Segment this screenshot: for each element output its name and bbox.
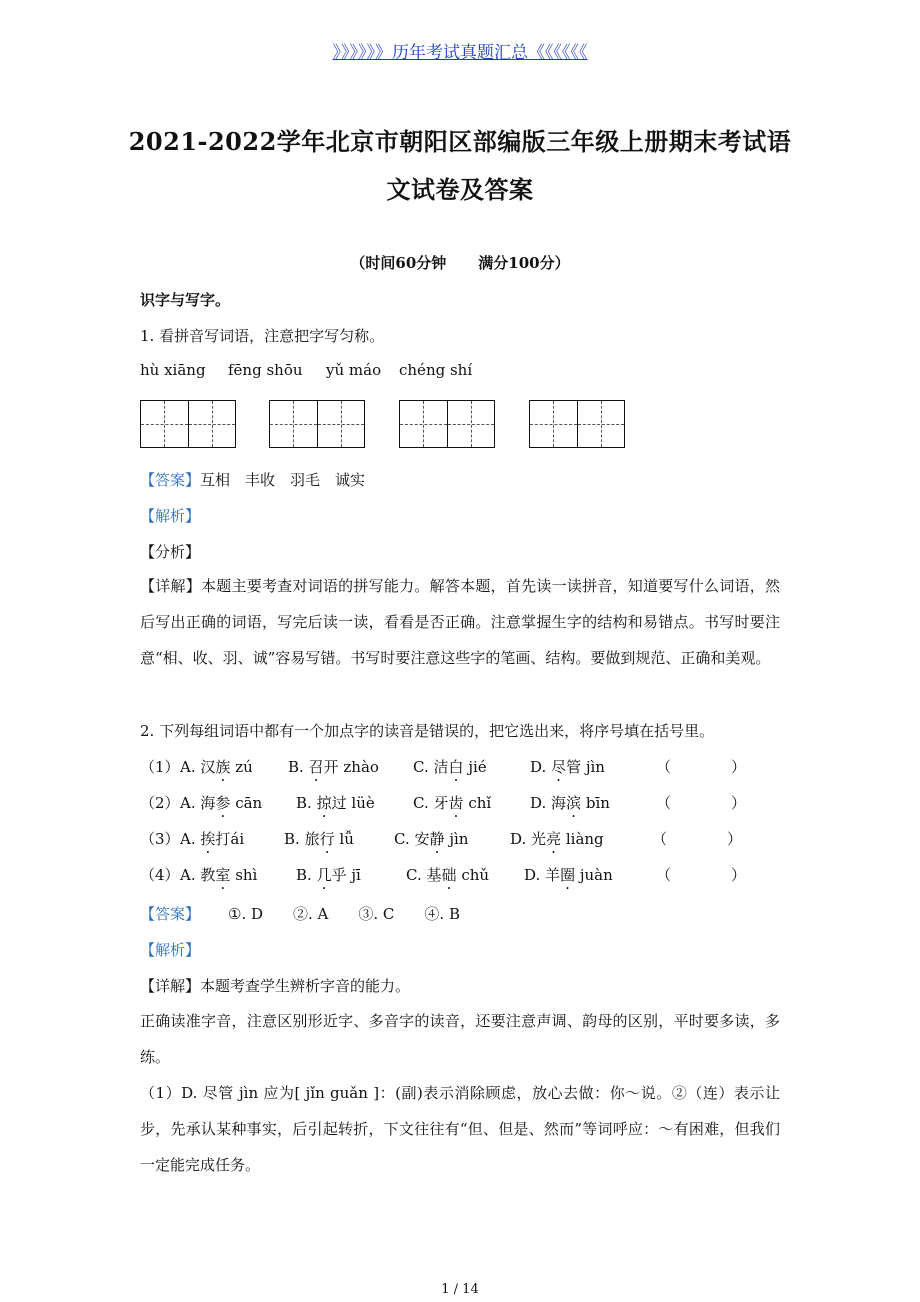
header-link[interactable]: 》》》》》》历年考试真题汇总《《《《《《 — [332, 43, 588, 63]
q1-pinyin-3: yǔ máo — [326, 361, 382, 379]
option-b: B. 几乎 jī — [296, 866, 361, 884]
row-number: （3） — [140, 830, 180, 848]
q2-row-2 — [140, 792, 747, 813]
option-c: C. 牙齿 chǐ — [413, 794, 492, 812]
q1-pinyin-4: chéng shí — [399, 361, 473, 379]
option-a: A. 汉族 zú — [180, 758, 253, 776]
writing-grid-3[interactable] — [399, 400, 495, 448]
q2-row-4 — [140, 864, 747, 885]
option-d: D. 光亮 liàng — [510, 830, 604, 848]
q2-row-1 — [140, 756, 747, 777]
q1-pinyin-2: fēng shōu — [228, 361, 303, 379]
row-number: （2） — [140, 794, 180, 812]
option-d: D. 羊圈 juàn — [524, 866, 613, 884]
answer-text: ①. D ②. A ③. C ④. B — [228, 905, 460, 923]
q2-analysis-tag: 【解析】 — [140, 941, 201, 959]
document-title-line2: 文试卷及答案 — [386, 175, 534, 204]
detail-tag: 【详解】 — [140, 577, 201, 595]
option-c: C. 洁白 jié — [413, 758, 487, 776]
detail-tag: 【详解】 — [140, 977, 201, 995]
q2-answer — [140, 903, 460, 924]
q2-prompt: 2. 下列每组词语中都有一个加点字的读音是错误的，把它选出来，将序号填在括号里。 — [140, 722, 715, 740]
row-number: （1） — [140, 758, 180, 776]
section-heading: 识字与写字。 — [140, 291, 231, 309]
exam-meta — [0, 252, 920, 273]
exam-score: 满分100分） — [478, 254, 570, 272]
option-b: B. 召开 zhào — [288, 758, 379, 776]
writing-grid-2[interactable] — [269, 400, 365, 448]
page-number: 1 / 14 — [441, 1282, 479, 1297]
option-b: B. 旅行 lǚ — [284, 830, 354, 848]
detail-text: 本题主要考查对词语的拼写能力。解答本题，首先读一读拼音，知道要写什么词语，然后写出正确的词语，写完后读一读，看看是否正确。注意掌握生字的结构和易错点。书写时要注意“相、收、羽、诚”容易写错。书写时要注意这些字的笔画、结构。要做到规范、正确和美观。 — [140, 577, 780, 667]
option-c: C. 安静 jìn — [394, 830, 469, 848]
answer-bracket[interactable]: （ ） — [656, 794, 747, 812]
answer-bracket[interactable]: （ ） — [652, 830, 743, 848]
q1-detail — [140, 568, 780, 676]
q2-detail-2: 正确读准字音，注意区别形近字、多音字的读音，还要注意声调、韵母的区别，平时要多读，多练。 — [140, 1012, 780, 1066]
answer-tag: 【答案】 — [140, 471, 201, 489]
exam-time: （时间60分钟 — [350, 254, 447, 272]
q1-answer — [140, 469, 365, 490]
option-a: A. 挨打ái — [180, 830, 245, 848]
writing-grid-4[interactable] — [529, 400, 625, 448]
answer-tag: 【答案】 — [140, 905, 201, 923]
answer-bracket[interactable]: （ ） — [656, 866, 747, 884]
q1-fenxi-tag: 【分析】 — [140, 543, 201, 561]
option-c: C. 基础 chǔ — [406, 866, 490, 884]
q2-detail-3: （1）D. 尽管 jìn 应为[ jǐn guǎn ]：(副)表示消除顾虑，放心去做：你～说。②（连）表示让步，先承认某种事实，后引起转折，下文往往有“但、但是、然而”等词呼应：～有困难，但我们一定能完成任务。 — [140, 1084, 780, 1174]
answer-bracket[interactable]: （ ） — [656, 758, 747, 776]
q2-row-3 — [140, 828, 743, 849]
row-number: （4） — [140, 866, 180, 884]
q2-detail-1 — [140, 975, 410, 996]
option-a: A. 教室 shì — [180, 866, 258, 884]
detail-text: 本题考查学生辨析字音的能力。 — [200, 977, 411, 995]
q1-analysis-tag: 【解析】 — [140, 507, 201, 525]
option-a: A. 海参 cān — [180, 794, 263, 812]
document-title-line1: 2021-2022学年北京市朝阳区部编版三年级上册期末考试语 — [128, 127, 792, 156]
q1-pinyin-1: hù xiāng — [140, 361, 206, 379]
option-d: D. 海滨 bīn — [530, 794, 610, 812]
option-b: B. 掠过 lüè — [296, 794, 375, 812]
q1-prompt: 1. 看拼音写词语，注意把字写匀称。 — [140, 327, 385, 345]
option-d: D. 尽管 jìn — [530, 758, 605, 776]
writing-grid-1[interactable] — [140, 400, 236, 448]
answer-text: 互相 丰收 羽毛 诚实 — [200, 471, 366, 489]
